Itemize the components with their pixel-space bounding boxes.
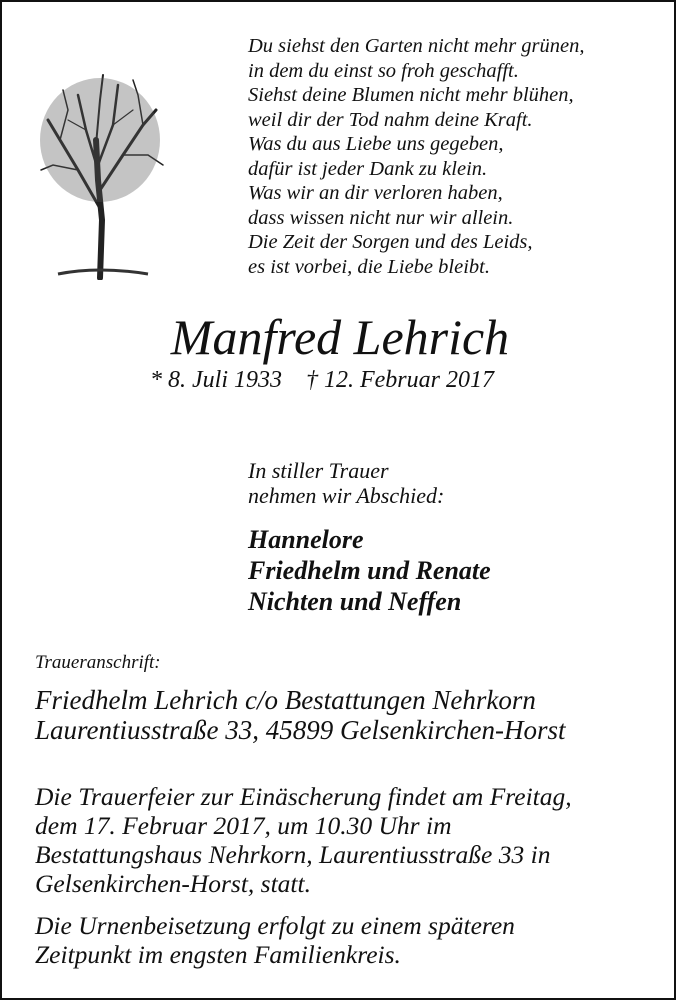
burial-line: Die Urnenbeisetzung erfolgt zu einem späteren	[35, 911, 515, 940]
poem-line: Du siehst den Garten nicht mehr grünen,	[248, 35, 585, 57]
poem-line: Was du aus Liebe uns gegeben,	[248, 133, 504, 155]
ceremony-line: dem 17. Februar 2017, um 10.30 Uhr im	[35, 811, 452, 840]
family-member: Nichten und Neffen	[248, 587, 462, 616]
poem-line: in dem du einst so froh geschafft.	[248, 59, 519, 82]
address-label: Traueranschrift:	[35, 652, 161, 673]
tree-illustration	[38, 70, 168, 280]
poem-line: weil dir der Tod nahm deine Kraft.	[248, 108, 533, 131]
ceremony-line: Gelsenkirchen-Horst, statt.	[35, 869, 311, 898]
life-dates: * 8. Juli 1933 † 12. Februar 2017	[150, 367, 494, 393]
mourning-intro: In stiller Trauer	[248, 458, 389, 483]
poem-line: Siehst deine Blumen nicht mehr blühen,	[248, 84, 574, 106]
address-line: Friedhelm Lehrich c/o Bestattungen Nehrkorn	[35, 685, 536, 715]
address-line: Laurentiusstraße 33, 45899 Gelsenkirchen-Horst	[35, 715, 566, 745]
poem-line: Die Zeit der Sorgen und des Leids,	[248, 231, 533, 253]
family-member: Hannelore	[248, 525, 364, 554]
mourning-intro: nehmen wir Abschied:	[248, 483, 445, 508]
ceremony-line: Bestattungshaus Nehrkorn, Laurentiusstraße 33 in	[35, 840, 551, 869]
family-member: Friedhelm und Renate	[248, 556, 491, 585]
deceased-name: Manfred Lehrich	[170, 309, 510, 365]
poem-line: dass wissen nicht nur wir allein.	[248, 206, 514, 229]
poem-line: dafür ist jeder Dank zu klein.	[248, 157, 488, 180]
burial-line: Zeitpunkt im engsten Familienkreis.	[35, 940, 401, 969]
poem-line: es ist vorbei, die Liebe bleibt.	[248, 255, 490, 278]
ceremony-line: Die Trauerfeier zur Einäscherung findet am Freitag,	[35, 782, 572, 811]
poem-line: Was wir an dir verloren haben,	[248, 182, 503, 204]
